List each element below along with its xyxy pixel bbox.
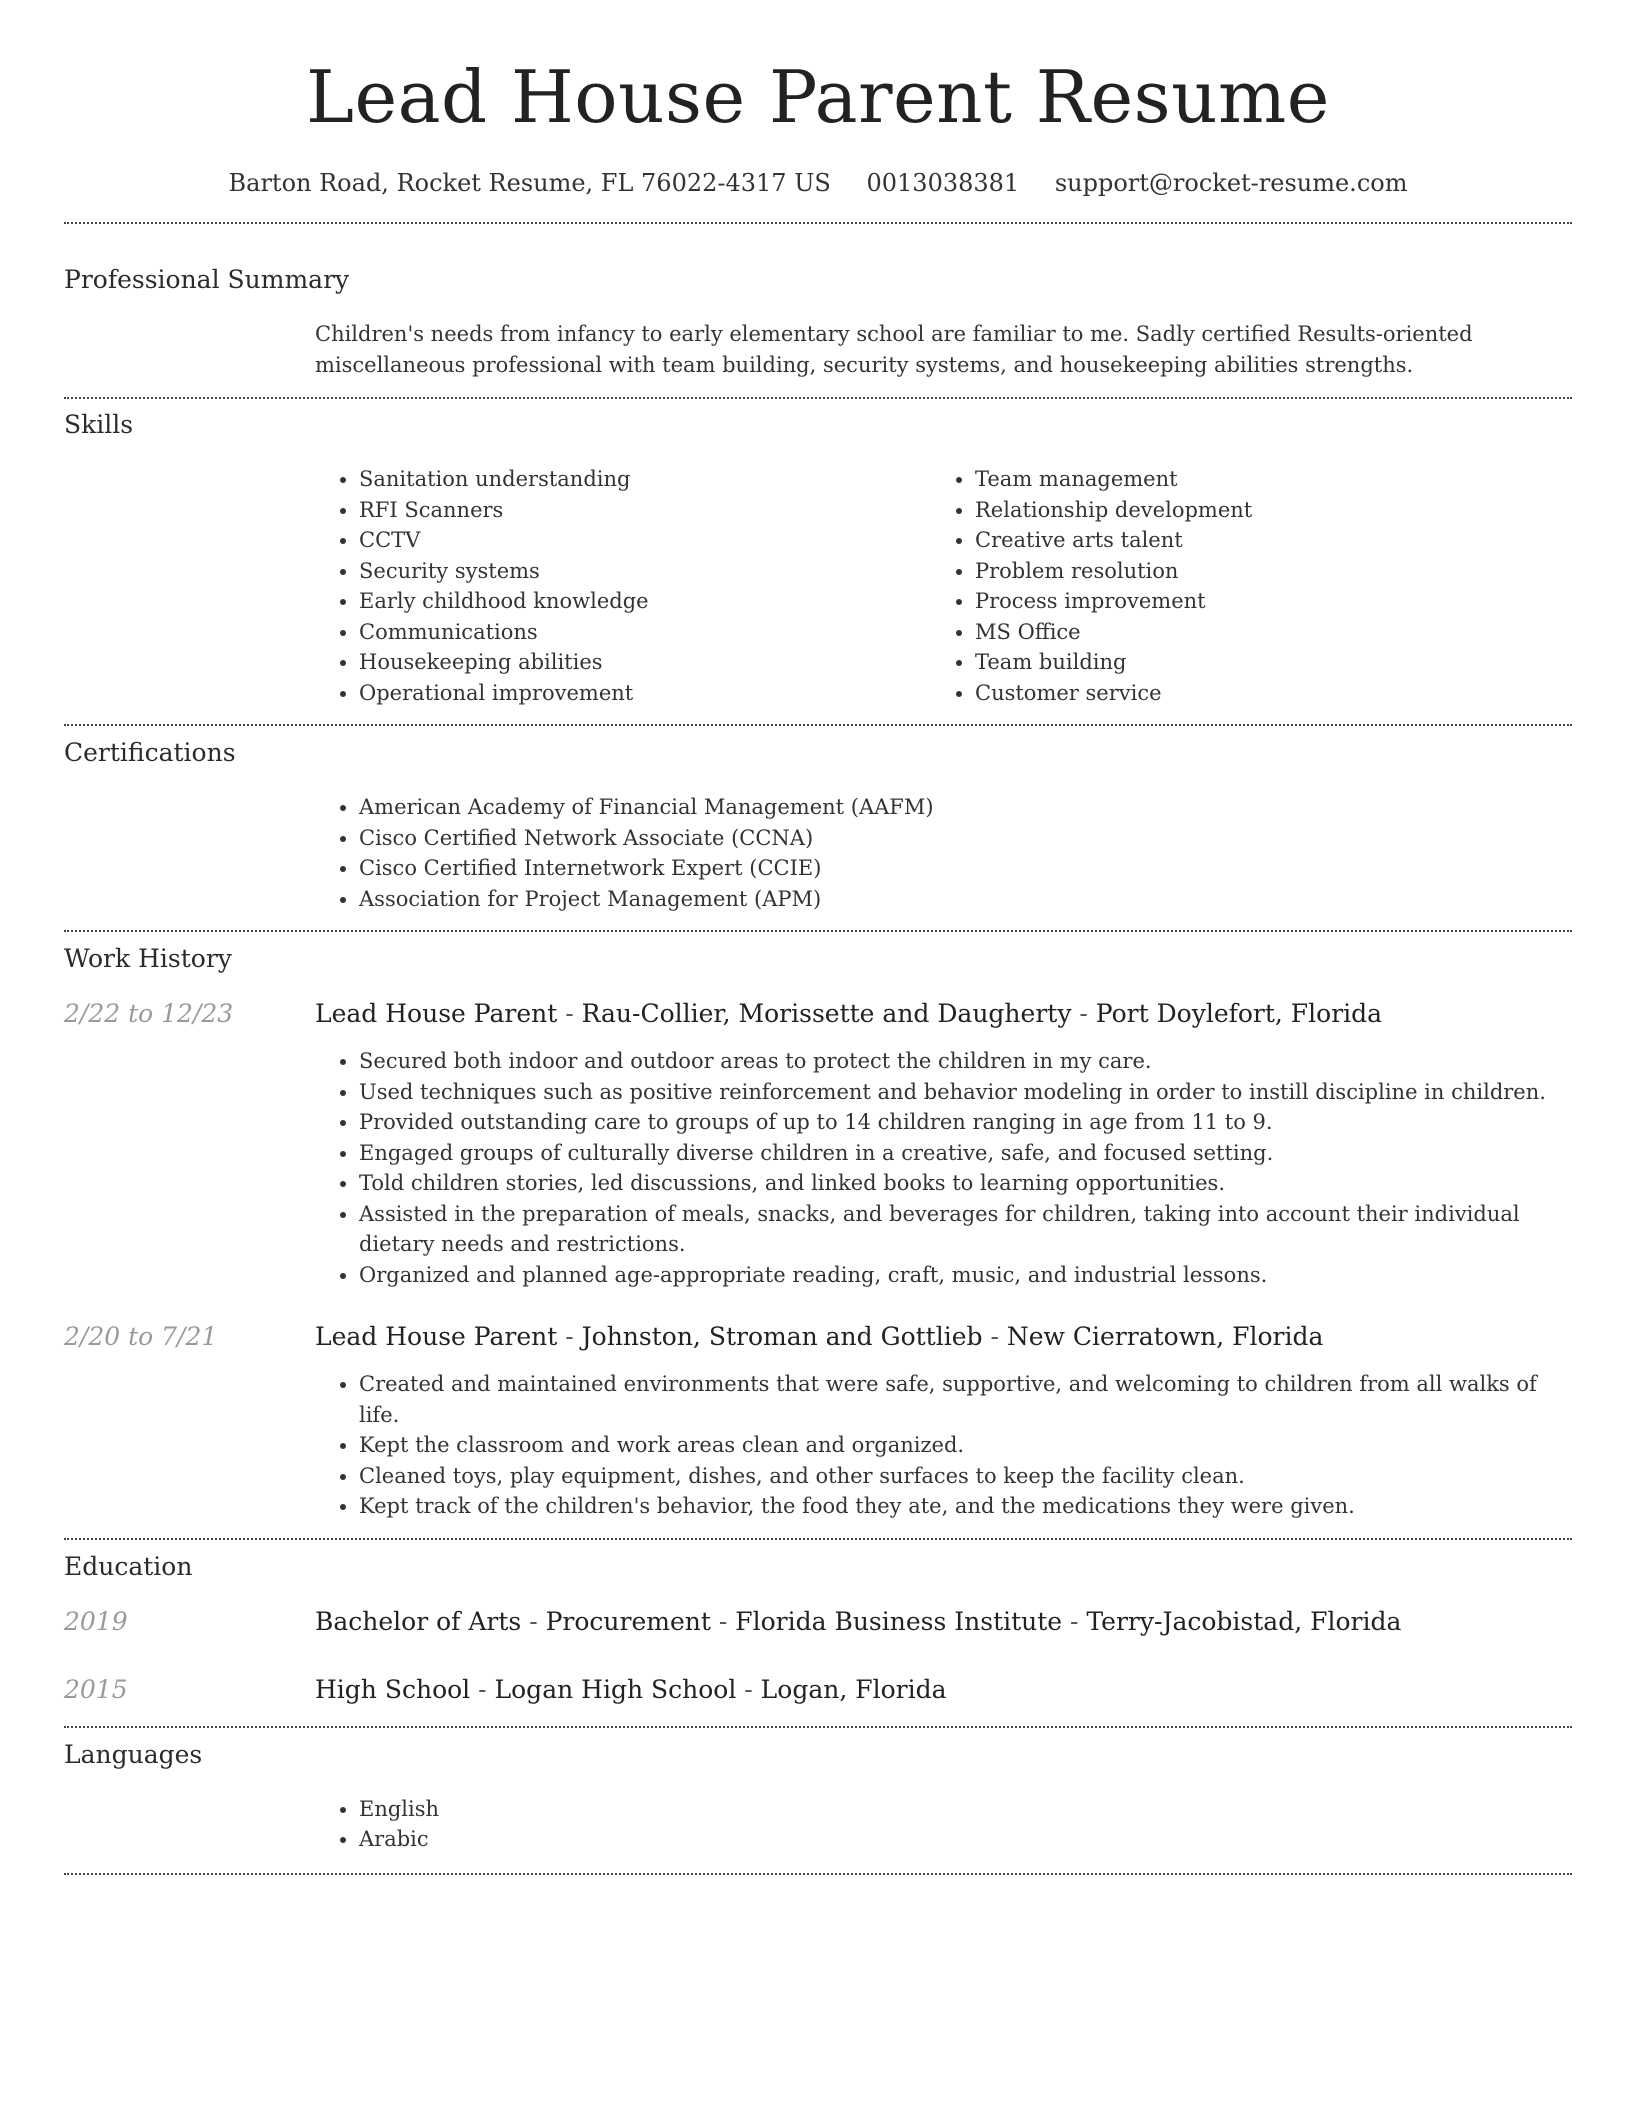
job-title bbox=[315, 1321, 1323, 1353]
job-dates: 2/20 to 7/21 bbox=[64, 1322, 218, 1351]
job-details bbox=[315, 1369, 1572, 1522]
skills-column-left bbox=[315, 464, 931, 708]
section-divider bbox=[64, 1726, 1572, 1728]
education-section bbox=[64, 1552, 1572, 1706]
job-entry bbox=[64, 998, 1572, 1030]
job-location: Port Doylefort, Florida bbox=[1095, 999, 1383, 1028]
contact-line bbox=[64, 168, 1572, 198]
job-details bbox=[315, 1046, 1572, 1290]
summary-section bbox=[64, 265, 1572, 380]
job-bullet: • Engaged groups of culturally diverse children in a creative, safe, and focused setting. bbox=[359, 1138, 1572, 1169]
contact-address: Barton Road, Rocket Resume, FL 76022-4317 US bbox=[228, 169, 831, 197]
skills-columns bbox=[315, 464, 1572, 708]
certifications-section bbox=[64, 738, 1572, 914]
education-degree: Bachelor of Arts bbox=[315, 1606, 522, 1636]
skill-item: • Creative arts talent bbox=[975, 525, 1547, 556]
contact-phone: 0013038381 bbox=[866, 169, 1020, 197]
certification-item: • Cisco Certified Internetwork Expert (CCIE) bbox=[359, 853, 1572, 884]
skill-item: • MS Office bbox=[975, 617, 1547, 648]
education-entry bbox=[64, 1674, 1572, 1706]
education-degree: High School bbox=[315, 1674, 471, 1704]
work-history-heading: Work History bbox=[64, 944, 232, 973]
languages-content bbox=[315, 1794, 1572, 1855]
skill-item: • Problem resolution bbox=[975, 556, 1547, 587]
job-location: New Cierratown, Florida bbox=[1006, 1322, 1324, 1351]
skill-item: • Early childhood knowledge bbox=[359, 586, 931, 617]
separator: - bbox=[470, 1674, 495, 1704]
job-bullets bbox=[315, 1369, 1572, 1522]
summary-content bbox=[315, 319, 1572, 380]
separator: - bbox=[710, 1606, 736, 1636]
job-position: Lead House Parent bbox=[315, 999, 558, 1028]
job-position: Lead House Parent bbox=[315, 1322, 558, 1351]
work-history-section bbox=[64, 944, 1572, 1522]
job-bullet: • Created and maintained environments that were safe, supportive, and welcoming to children from all walks of life. bbox=[359, 1369, 1572, 1430]
skill-item: • Process improvement bbox=[975, 586, 1547, 617]
certification-item: • American Academy of Financial Management (AAFM) bbox=[359, 792, 1572, 823]
education-entry bbox=[64, 1606, 1572, 1638]
skill-item: • Communications bbox=[359, 617, 931, 648]
skill-item: • RFI Scanners bbox=[359, 495, 931, 526]
section-divider bbox=[64, 930, 1572, 932]
certification-item: • Cisco Certified Network Associate (CCNA) bbox=[359, 823, 1572, 854]
section-divider bbox=[64, 222, 1572, 224]
education-field: Procurement bbox=[545, 1606, 711, 1636]
skills-heading: Skills bbox=[64, 410, 134, 439]
job-company: Rau-Collier, Morissette and Daugherty bbox=[581, 999, 1072, 1028]
job-bullet: • Told children stories, led discussions, and linked books to learning opportunities. bbox=[359, 1168, 1572, 1199]
education-year: 2015 bbox=[64, 1674, 128, 1704]
language-item: • Arabic bbox=[359, 1824, 1572, 1855]
summary-text: Children's needs from infancy to early elementary school are familiar to me. Sadly certified Results-oriented miscellaneous professional with team building, security systems, and housekeeping abilities strengths. bbox=[315, 322, 1473, 377]
skill-item: • Security systems bbox=[359, 556, 931, 587]
separator: - bbox=[521, 1606, 546, 1636]
separator: - bbox=[736, 1674, 761, 1704]
job-bullet: • Kept the classroom and work areas clean and organized. bbox=[359, 1430, 1572, 1461]
education-heading: Education bbox=[64, 1551, 193, 1581]
languages-section bbox=[64, 1740, 1572, 1855]
separator: - bbox=[982, 1322, 1007, 1351]
skills-list-right bbox=[931, 464, 1547, 708]
job-bullets bbox=[315, 1046, 1572, 1290]
languages-heading: Languages bbox=[64, 1739, 203, 1769]
education-title bbox=[315, 1606, 1401, 1638]
job-bullet: • Cleaned toys, play equipment, dishes, and other surfaces to keep the facility clean. bbox=[359, 1461, 1572, 1492]
skill-item: • Customer service bbox=[975, 678, 1547, 709]
job-bullet: • Kept track of the children's behavior, the food they ate, and the medications they were given. bbox=[359, 1491, 1572, 1522]
skills-list-left bbox=[315, 464, 931, 708]
job-title bbox=[315, 998, 1382, 1030]
languages-list bbox=[315, 1794, 1572, 1855]
skills-column-right bbox=[931, 464, 1547, 708]
education-title bbox=[315, 1674, 946, 1706]
skill-item: • Operational improvement bbox=[359, 678, 931, 709]
section-divider bbox=[64, 1538, 1572, 1540]
resume-page bbox=[64, 0, 1572, 1875]
job-bullet: • Organized and planned age-appropriate reading, craft, music, and industrial lessons. bbox=[359, 1260, 1572, 1291]
resume-title: Lead House Parent Resume bbox=[306, 55, 1330, 139]
certifications-list bbox=[315, 792, 1572, 914]
summary-heading: Professional Summary bbox=[64, 265, 350, 294]
certification-item: • Association for Project Management (APM) bbox=[359, 884, 1572, 915]
skill-item: • Team building bbox=[975, 647, 1547, 678]
skill-item: • Relationship development bbox=[975, 495, 1547, 526]
job-bullet: • Provided outstanding care to groups of up to 14 children ranging in age from 11 to 9. bbox=[359, 1107, 1572, 1138]
separator: - bbox=[1062, 1606, 1087, 1636]
section-divider bbox=[64, 397, 1572, 399]
job-bullet: • Secured both indoor and outdoor areas to protect the children in my care. bbox=[359, 1046, 1572, 1077]
job-bullet: • Assisted in the preparation of meals, snacks, and beverages for children, taking into account their individual dietary needs and restrictions. bbox=[359, 1199, 1572, 1260]
separator: - bbox=[557, 1322, 582, 1351]
education-school: Florida Business Institute bbox=[735, 1606, 1063, 1636]
skills-section bbox=[64, 410, 1572, 708]
skill-item: • Housekeeping abilities bbox=[359, 647, 931, 678]
job-dates: 2/22 to 12/23 bbox=[64, 999, 234, 1028]
education-location: Terry-Jacobistad, Florida bbox=[1086, 1606, 1402, 1636]
job-company: Johnston, Stroman and Gottlieb bbox=[581, 1322, 983, 1351]
skill-item: • Team management bbox=[975, 464, 1547, 495]
contact-email: support@rocket-resume.com bbox=[1054, 169, 1408, 197]
education-location: Logan, Florida bbox=[760, 1674, 947, 1704]
education-school: Logan High School bbox=[494, 1674, 737, 1704]
skill-item: • Sanitation understanding bbox=[359, 464, 931, 495]
section-divider bbox=[64, 724, 1572, 726]
job-entry bbox=[64, 1321, 1572, 1353]
certifications-content bbox=[315, 792, 1572, 914]
language-item: • English bbox=[359, 1794, 1572, 1825]
section-divider bbox=[64, 1873, 1572, 1875]
education-year: 2019 bbox=[64, 1606, 128, 1636]
job-bullet: • Used techniques such as positive reinforcement and behavior modeling in order to instill discipline in children. bbox=[359, 1077, 1572, 1108]
skill-item: • CCTV bbox=[359, 525, 931, 556]
certifications-heading: Certifications bbox=[64, 738, 236, 767]
separator: - bbox=[1071, 999, 1096, 1028]
separator: - bbox=[557, 999, 582, 1028]
